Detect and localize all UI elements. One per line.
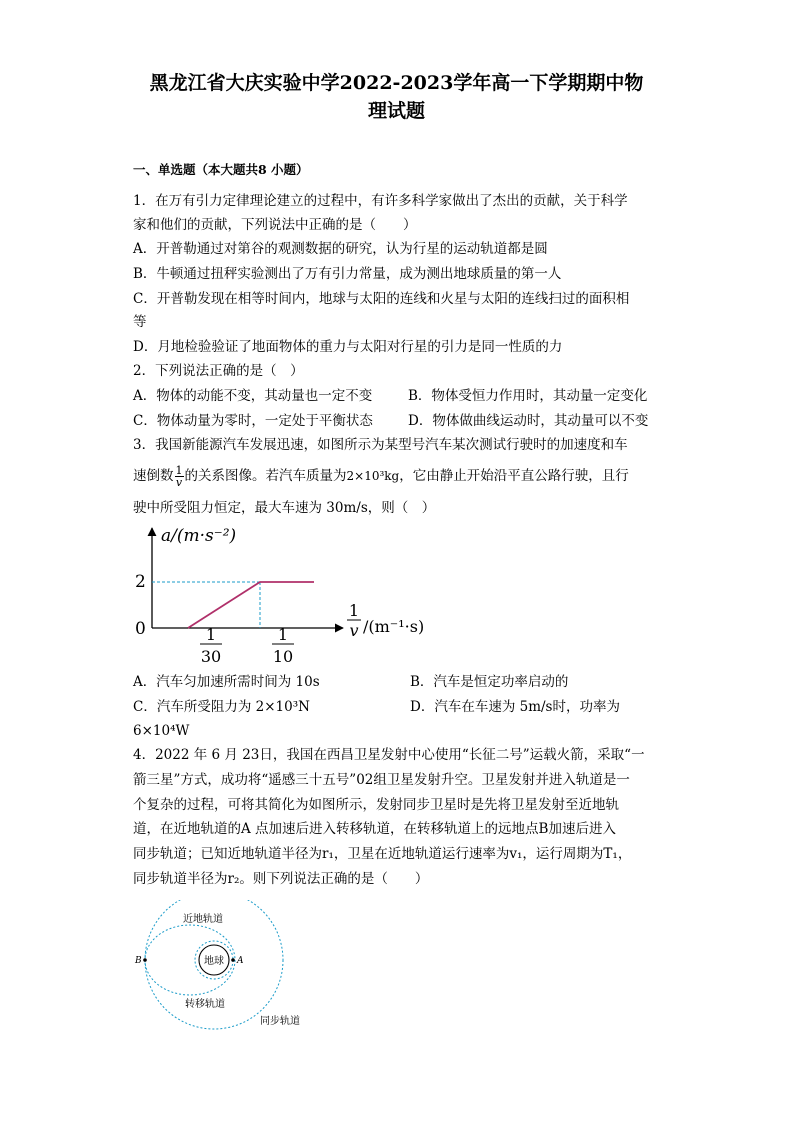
transfer-orbit-label: 转移轨道 bbox=[185, 999, 225, 1010]
q1-option-b: B．牛顿通过扭秤实验测出了万有引力常量，成为测出地球质量的第一人 bbox=[133, 266, 562, 282]
q3-fraction-numerator: 1 bbox=[175, 464, 183, 477]
x-tick-2-numerator: 1 bbox=[277, 625, 289, 644]
q4-stem-line5: 同步轨道；已知近地轨道半径为r₁，卫星在近地轨道运行速率为v₁，运行周期为T₁， bbox=[133, 846, 632, 862]
x-axis-label-denominator: v bbox=[349, 621, 359, 640]
near-orbit-label: 近地轨道 bbox=[183, 914, 223, 925]
q3-inline-fraction bbox=[175, 465, 184, 488]
q1-option-c-line2: 等 bbox=[133, 314, 147, 330]
q4-stem-line6: 同步轨道半径为r₂。则下列说法正确的是（ ） bbox=[133, 871, 429, 887]
orbit-diagram bbox=[125, 900, 335, 1035]
point-b-dot bbox=[143, 958, 147, 962]
origin-label: 0 bbox=[135, 619, 146, 639]
q2-stem: 2．下列说法正确的是（ ） bbox=[133, 363, 304, 379]
q3-option-d-line1: D．汽车在车速为 5m/s时，功率为 bbox=[410, 699, 620, 715]
x-axis-label bbox=[347, 601, 424, 640]
x-tick-2 bbox=[272, 625, 294, 666]
sync-orbit-label: 同步轨道 bbox=[260, 1016, 300, 1027]
q1-option-a: A．开普勒通过对第谷的观测数据的研究，认为行星的运动轨道都是圆 bbox=[133, 241, 548, 257]
q1-option-c-line1: C．开普勒发现在相等时间内，地球与太阳的连线和火星与太阳的连线扫过的面积相 bbox=[133, 291, 630, 307]
q3-option-c: C．汽车所受阻力为 2×10³N bbox=[133, 699, 310, 715]
q3-mass: 2×10³kg bbox=[346, 469, 400, 483]
q3-option-d-line2: 6×10⁴W bbox=[133, 723, 190, 739]
q4-stem-line1: 4．2022 年 6 月 23日，我国在西昌卫星发射中心使用“长征二号”运载火箭，采取“一 bbox=[133, 747, 645, 763]
q3-stem-line1: 3．我国新能源汽车发展迅速，如图所示为某型号汽车某次测试行驶时的加速度和车 bbox=[133, 437, 628, 453]
x-axis-label-numerator: 1 bbox=[348, 601, 360, 620]
q4-stem-line4: 道，在近地轨道的A 点加速后进入转移轨道，在转移轨道上的远地点B加速后进入 bbox=[133, 821, 616, 837]
q3-stem-line2-b: 的关系图像。若汽车质量为 bbox=[184, 468, 347, 484]
earth-label: 地球 bbox=[204, 956, 224, 967]
acceleration-chart bbox=[125, 518, 435, 668]
document-title-line2: 理试题 bbox=[367, 100, 425, 122]
q2-option-b: B．物体受恒力作用时，其动量一定变化 bbox=[408, 388, 648, 404]
q2-option-d: D．物体做曲线运动时，其动量可以不变 bbox=[408, 413, 649, 429]
q1-stem-line2: 家和他们的贡献，下列说法中正确的是（ ） bbox=[133, 217, 417, 233]
x-tick-1-numerator: 1 bbox=[205, 625, 217, 644]
section-heading: 一、单选题（本大题共8 小题） bbox=[133, 162, 309, 177]
q3-stem-line2 bbox=[133, 463, 629, 489]
point-b-label: B bbox=[135, 956, 142, 966]
x-tick-2-denominator: 10 bbox=[272, 647, 294, 666]
q1-option-d: D．月地检验验证了地面物体的重力与太阳对行星的引力是同一性质的力 bbox=[133, 339, 563, 355]
q3-stem-line3: 驶中所受阻力恒定，最大车速为 30m/s，则（ ） bbox=[133, 500, 436, 516]
point-a-label: A bbox=[237, 956, 244, 966]
q2-option-c: C．物体动量为零时，一定处于平衡状态 bbox=[133, 413, 373, 429]
point-a-dot bbox=[231, 958, 235, 962]
y-axis-label: a/(m·s⁻²) bbox=[161, 526, 237, 546]
q3-stem-line2-c: ，它由静止开始沿平直公路行驶，且行 bbox=[399, 468, 629, 484]
q3-stem-line2-a: 速倒数 bbox=[133, 468, 174, 484]
q3-option-a: A．汽车匀加速所需时间为 10s bbox=[133, 674, 320, 690]
q3-fraction-denominator: v bbox=[175, 476, 183, 489]
q2-option-a: A．物体的动能不变，其动量也一定不变 bbox=[133, 388, 373, 404]
x-tick-1-denominator: 30 bbox=[200, 647, 222, 666]
q1-stem-line1: 1．在万有引力定律理论建立的过程中，有许多科学家做出了杰出的贡献，关于科学 bbox=[133, 193, 628, 209]
q4-stem-line3: 个复杂的过程，可将其简化为如图所示，发射同步卫星时是先将卫星发射至近地轨 bbox=[133, 797, 619, 813]
document-title-line1: 黑龙江省大庆实验中学2022-2023学年高一下学期期中物 bbox=[149, 72, 644, 94]
y-tick-label: 2 bbox=[135, 572, 146, 592]
q4-stem-line2: 箭三星”方式，成功将“遥感三十五号”02组卫星发射升空。卫星发射并进入轨道是一 bbox=[133, 772, 630, 788]
acceleration-line bbox=[188, 582, 314, 628]
x-axis-label-unit: /(m⁻¹·s) bbox=[363, 617, 425, 636]
q3-option-b: B．汽车是恒定功率启动的 bbox=[410, 674, 569, 690]
x-tick-1 bbox=[200, 625, 222, 666]
